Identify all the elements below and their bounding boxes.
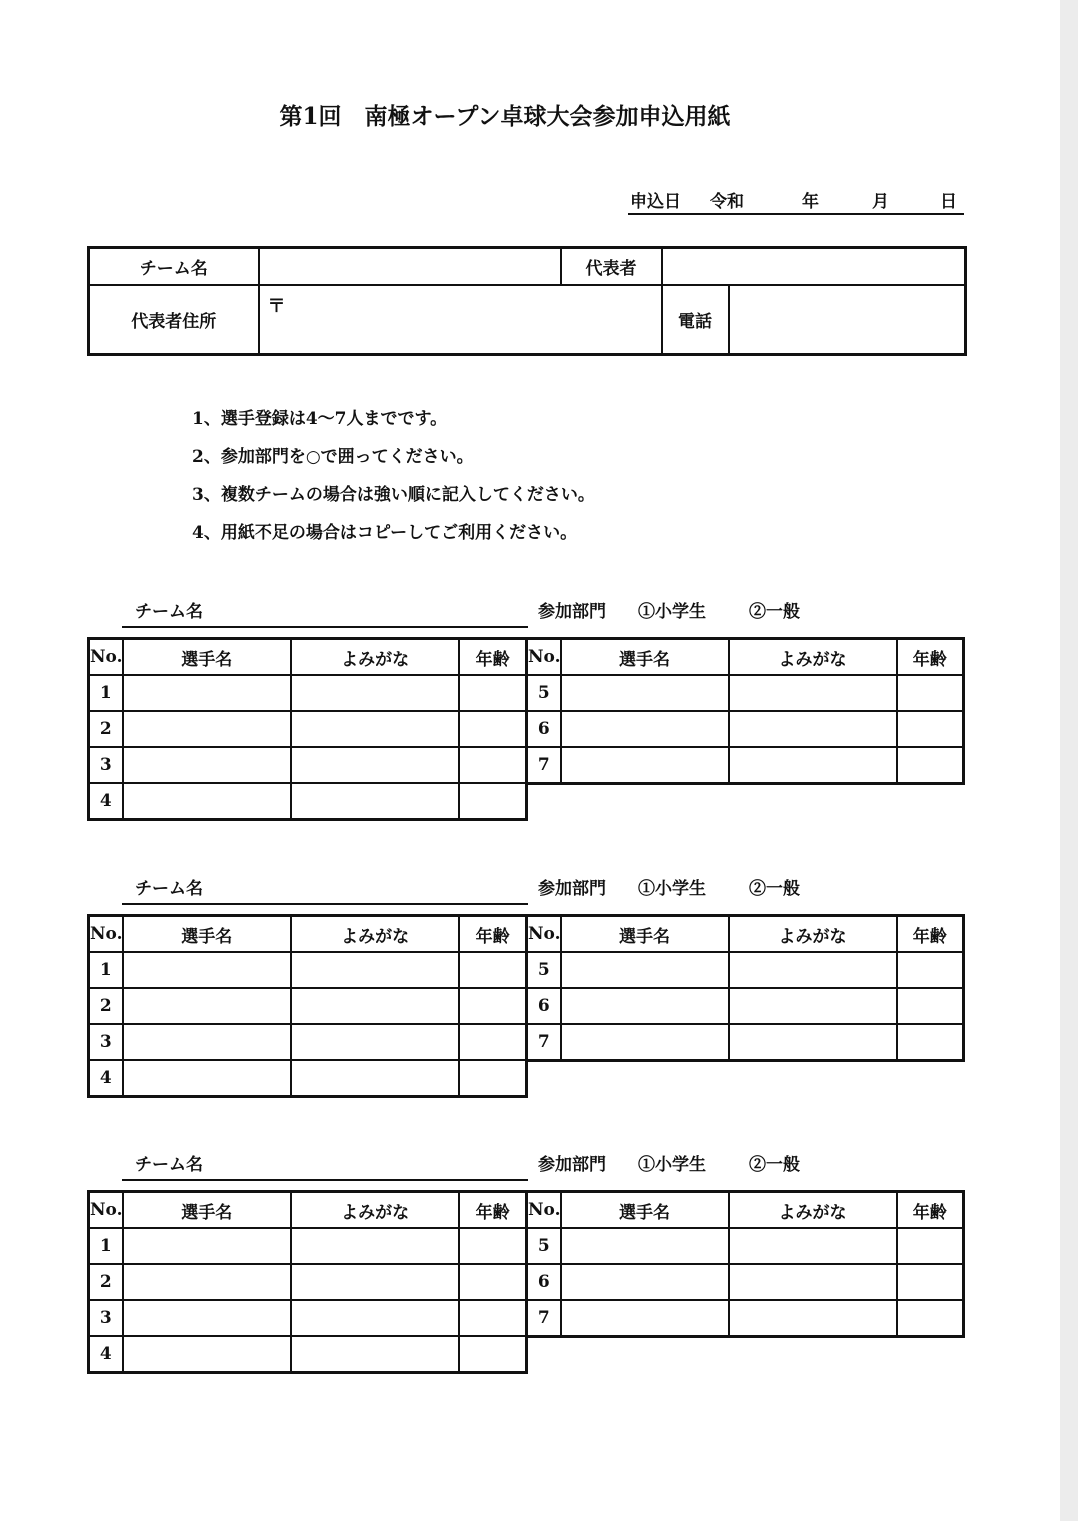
- representative-field[interactable]: [662, 248, 966, 285]
- header-reading: よみがな: [291, 1192, 459, 1229]
- player-name-cell[interactable]: [123, 1336, 291, 1373]
- header-reading: よみがな: [729, 1192, 897, 1229]
- header-age: 年齢: [459, 639, 526, 676]
- row-number: 6: [527, 988, 561, 1024]
- instruction-item: 3、複数チームの場合は強い順に記入してください。: [192, 485, 595, 505]
- player-reading-cell[interactable]: [729, 1264, 897, 1300]
- player-name-cell[interactable]: [561, 952, 729, 988]
- player-age-cell[interactable]: [459, 1300, 526, 1336]
- player-reading-cell[interactable]: [291, 711, 459, 747]
- player-name-cell[interactable]: [561, 1300, 729, 1337]
- division-label: 参加部門: [538, 602, 606, 622]
- instruction-item: 1、選手登録は4～7人までです。: [192, 409, 448, 429]
- player-reading-cell[interactable]: [291, 952, 459, 988]
- roster-row: [89, 952, 527, 988]
- roster-row: [89, 711, 527, 747]
- page-edge: [1060, 0, 1078, 1521]
- team-name-underline[interactable]: [122, 903, 528, 905]
- player-reading-cell[interactable]: [291, 1300, 459, 1336]
- player-age-cell[interactable]: [459, 988, 526, 1024]
- team-name-label: チーム名: [135, 879, 203, 899]
- address-label: 代表者住所: [89, 285, 259, 355]
- row-number: 1: [89, 1228, 123, 1264]
- player-name-cell[interactable]: [561, 711, 729, 747]
- player-name-cell[interactable]: [123, 1228, 291, 1264]
- roster-row: [89, 747, 527, 783]
- row-number: 1: [89, 952, 123, 988]
- header-age: 年齢: [459, 1192, 526, 1229]
- player-age-cell[interactable]: [897, 675, 964, 711]
- date-label: 申込日: [630, 192, 681, 212]
- row-number: 5: [527, 1228, 561, 1264]
- row-number: 7: [527, 1300, 561, 1337]
- header-player-name: 選手名: [123, 916, 291, 953]
- player-reading-cell[interactable]: [729, 747, 897, 784]
- row-number: 2: [89, 711, 123, 747]
- postal-mark: 〒: [267, 295, 286, 317]
- header-reading: よみがな: [291, 916, 459, 953]
- player-reading-cell[interactable]: [729, 1024, 897, 1061]
- row-number: 5: [527, 675, 561, 711]
- date-year-label: 年: [802, 192, 819, 212]
- player-name-cell[interactable]: [123, 711, 291, 747]
- roster-table-right: [525, 914, 965, 1062]
- instruction-item: 4、用紙不足の場合はコピーしてご利用ください。: [192, 523, 578, 543]
- roster-row: [527, 1300, 964, 1337]
- player-reading-cell[interactable]: [291, 1060, 459, 1097]
- division-option-general[interactable]: ②一般: [749, 1155, 800, 1175]
- row-number: 7: [527, 747, 561, 784]
- player-age-cell[interactable]: [459, 711, 526, 747]
- roster-row: [89, 1228, 527, 1264]
- header-age: 年齢: [897, 639, 964, 676]
- row-number: 2: [89, 988, 123, 1024]
- header-no: No.: [89, 916, 123, 953]
- row-number: 5: [527, 952, 561, 988]
- row-number: 4: [89, 783, 123, 820]
- team-name-label: チーム名: [135, 602, 203, 622]
- player-age-cell[interactable]: [897, 1228, 964, 1264]
- player-name-cell[interactable]: [123, 1300, 291, 1336]
- header-no: No.: [89, 639, 123, 676]
- address-field[interactable]: [259, 285, 662, 355]
- roster-row: [89, 1264, 527, 1300]
- instructions-list: [192, 402, 595, 554]
- player-name-cell[interactable]: [123, 747, 291, 783]
- player-reading-cell[interactable]: [729, 711, 897, 747]
- row-number: 3: [89, 1300, 123, 1336]
- team-name-underline[interactable]: [122, 1179, 528, 1181]
- row-number: 1: [89, 675, 123, 711]
- player-reading-cell[interactable]: [291, 1024, 459, 1060]
- player-age-cell[interactable]: [459, 952, 526, 988]
- player-age-cell[interactable]: [459, 783, 526, 820]
- roster-row: [527, 952, 964, 988]
- roster-row: [89, 988, 527, 1024]
- player-age-cell[interactable]: [459, 1060, 526, 1097]
- header-player-name: 選手名: [123, 639, 291, 676]
- player-reading-cell[interactable]: [291, 988, 459, 1024]
- player-name-cell[interactable]: [123, 952, 291, 988]
- player-age-cell[interactable]: [459, 675, 526, 711]
- roster-row: [527, 675, 964, 711]
- row-number: 3: [89, 747, 123, 783]
- player-name-cell[interactable]: [561, 1264, 729, 1300]
- roster-table-left: [87, 914, 528, 1098]
- row-number: 3: [89, 1024, 123, 1060]
- header-reading: よみがな: [729, 916, 897, 953]
- phone-field[interactable]: [729, 285, 966, 355]
- team-name-label: チーム名: [89, 248, 259, 285]
- player-name-cell[interactable]: [123, 1060, 291, 1097]
- player-name-cell[interactable]: [123, 675, 291, 711]
- division-option-general[interactable]: ②一般: [749, 879, 800, 899]
- roster-row: [89, 1300, 527, 1336]
- division-label: 参加部門: [538, 1155, 606, 1175]
- form-title: 第1回 南極オープン卓球大会参加申込用紙: [279, 103, 731, 130]
- date-day-label: 日: [940, 192, 957, 212]
- date-month-label: 月: [872, 192, 889, 212]
- player-reading-cell[interactable]: [729, 675, 897, 711]
- header-no: No.: [527, 639, 561, 676]
- header-age: 年齢: [897, 1192, 964, 1229]
- header-player-name: 選手名: [561, 639, 729, 676]
- player-reading-cell[interactable]: [291, 747, 459, 783]
- player-age-cell[interactable]: [897, 711, 964, 747]
- player-age-cell[interactable]: [459, 1228, 526, 1264]
- roster-table-left: [87, 637, 528, 821]
- player-age-cell[interactable]: [897, 747, 964, 784]
- team-info-table: [87, 246, 967, 356]
- header-player-name: 選手名: [123, 1192, 291, 1229]
- header-no: No.: [527, 916, 561, 953]
- roster-row: [89, 675, 527, 711]
- roster-table-right: [525, 1190, 965, 1338]
- roster-row: [89, 783, 527, 820]
- division-option-elementary[interactable]: ①小学生: [638, 879, 706, 899]
- row-number: 4: [89, 1060, 123, 1097]
- roster-row: [527, 1264, 964, 1300]
- player-reading-cell[interactable]: [291, 783, 459, 820]
- player-name-cell[interactable]: [561, 1024, 729, 1061]
- player-reading-cell[interactable]: [291, 675, 459, 711]
- player-name-cell[interactable]: [123, 988, 291, 1024]
- player-age-cell[interactable]: [459, 1336, 526, 1373]
- roster-table-left: [87, 1190, 528, 1374]
- player-age-cell[interactable]: [459, 1024, 526, 1060]
- roster-row: [527, 711, 964, 747]
- header-age: 年齢: [459, 916, 526, 953]
- player-reading-cell[interactable]: [291, 1228, 459, 1264]
- row-number: 2: [89, 1264, 123, 1300]
- player-name-cell[interactable]: [561, 988, 729, 1024]
- header-reading: よみがな: [729, 639, 897, 676]
- player-age-cell[interactable]: [897, 988, 964, 1024]
- roster-row: [89, 1060, 527, 1097]
- instruction-item: 2、参加部門を○で囲ってください。: [192, 447, 474, 467]
- player-name-cell[interactable]: [123, 1024, 291, 1060]
- player-reading-cell[interactable]: [291, 1264, 459, 1300]
- player-name-cell[interactable]: [123, 1264, 291, 1300]
- player-reading-cell[interactable]: [729, 952, 897, 988]
- team-name-label: チーム名: [135, 1155, 203, 1175]
- roster-row: [89, 1336, 527, 1373]
- header-reading: よみがな: [291, 639, 459, 676]
- row-number: 4: [89, 1336, 123, 1373]
- division-option-elementary[interactable]: ①小学生: [638, 602, 706, 622]
- row-number: 7: [527, 1024, 561, 1061]
- representative-label: 代表者: [561, 248, 662, 285]
- player-reading-cell[interactable]: [291, 1336, 459, 1373]
- header-no: No.: [527, 1192, 561, 1229]
- team-name-field[interactable]: [259, 248, 561, 285]
- roster-table-right: [525, 637, 965, 785]
- date-era: 令和: [710, 192, 744, 212]
- row-number: 6: [527, 711, 561, 747]
- player-reading-cell[interactable]: [729, 988, 897, 1024]
- player-age-cell[interactable]: [897, 952, 964, 988]
- player-reading-cell[interactable]: [729, 1228, 897, 1264]
- player-name-cell[interactable]: [561, 1228, 729, 1264]
- team-name-underline[interactable]: [122, 626, 528, 628]
- phone-label: 電話: [662, 285, 729, 355]
- division-label: 参加部門: [538, 879, 606, 899]
- player-age-cell[interactable]: [459, 1264, 526, 1300]
- row-number: 6: [527, 1264, 561, 1300]
- player-age-cell[interactable]: [897, 1300, 964, 1337]
- application-date-line[interactable]: [628, 187, 964, 215]
- roster-row: [527, 1024, 964, 1061]
- player-name-cell[interactable]: [561, 675, 729, 711]
- header-no: No.: [89, 1192, 123, 1229]
- player-age-cell[interactable]: [897, 1024, 964, 1061]
- header-age: 年齢: [897, 916, 964, 953]
- player-reading-cell[interactable]: [729, 1300, 897, 1337]
- roster-row: [527, 988, 964, 1024]
- header-player-name: 選手名: [561, 916, 729, 953]
- roster-row: [527, 747, 964, 784]
- roster-row: [89, 1024, 527, 1060]
- division-option-general[interactable]: ②一般: [749, 602, 800, 622]
- player-age-cell[interactable]: [897, 1264, 964, 1300]
- division-option-elementary[interactable]: ①小学生: [638, 1155, 706, 1175]
- roster-row: [527, 1228, 964, 1264]
- player-age-cell[interactable]: [459, 747, 526, 783]
- player-name-cell[interactable]: [123, 783, 291, 820]
- header-player-name: 選手名: [561, 1192, 729, 1229]
- player-name-cell[interactable]: [561, 747, 729, 784]
